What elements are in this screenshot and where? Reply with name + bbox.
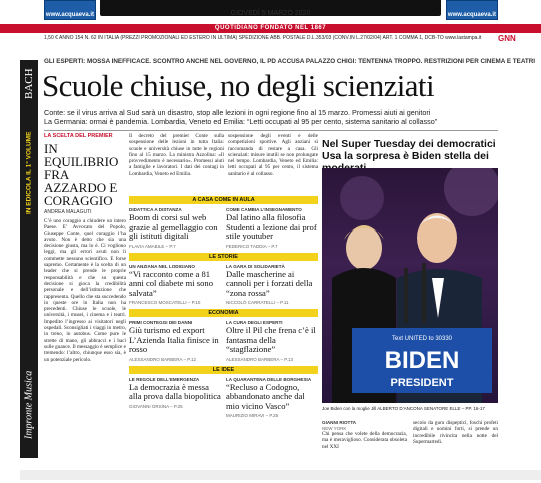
- section-block: [129, 366, 318, 419]
- lead-sub-2: La Germania: ormai è pandemia. Lombardia, Veneto ed Emilia: “Letti occupati al 95 per cento, sistema sanitario al collasso”: [44, 117, 438, 126]
- story-text-left: Il decreto del premier Conte sulla sospensione delle lezioni in tutta Italia: scuole e università chiuse in tutte le regioni fino al 15 marzo. La ministra Azzolina: «Il provvedimento è necessario». Promessi aiuti a famiglie e lavoratori. I dati dei contagi in Lombardia, Veneto ed Emilia.: [129, 133, 224, 177]
- item-kicker: LE REGOLE DELL’EMERGENZA: [129, 376, 200, 382]
- lead-subheadline: [44, 108, 541, 126]
- item-author: FEDERICO TADDIA – P.7: [226, 243, 278, 249]
- section-item[interactable]: [226, 261, 318, 306]
- item-kicker: LA CURA DEGLI ESPERTI: [226, 320, 283, 325]
- section-item[interactable]: [129, 374, 221, 419]
- story-text-right: sospensione degli eventi e delle competizioni sportive. Agli anziani si raccomanda di restare a casa. Gli scienziati: misure inutili se non prolungate nel tempo. Lombardia, Veneto ed Emilia: letti occupati al 95 per cento, il sistema sanitario è al collasso.: [228, 133, 318, 177]
- editorial-column: [44, 133, 126, 483]
- item-headline[interactable]: Boom di corsi sul web grazie al gemellaggio con gli istituti digitali: [129, 212, 218, 241]
- sign-name: BIDEN: [384, 347, 460, 374]
- riotta-place: NEW YORK: [322, 426, 347, 431]
- editorial-author: ANDREA MALAGUTI: [44, 209, 92, 215]
- story-continuation-right: [228, 133, 318, 189]
- biden-headline[interactable]: Nel Super Tuesday dei democratici Usa la sorpresa è Biden stella dei: [322, 138, 496, 162]
- section-item[interactable]: [129, 317, 221, 362]
- sponsor-logo-left-text: www.acquaeva.it: [45, 12, 95, 18]
- sign-text-line: Text UNITED to 30330: [391, 336, 453, 342]
- issue-info: 1,50 € ANNO 154 N. 62 IN ITALIA (PREZZI PROMOZIONALI ED ESTERO IN ULTIMA) SPEDIZIONE ABB. POSTALE D.L.353/03 (CONV.IN L.27/02/04) ART. 1 COMMA 1, DCB-TO www.lastampa.it: [44, 35, 482, 41]
- sign-president: PRESIDENT: [390, 377, 454, 389]
- section-label: LE STORIE: [129, 253, 318, 261]
- founded-banner: QUOTIDIANO FONDATO NEL 1867: [0, 24, 541, 33]
- editorial-body: C’è uno coraggio a chiudere un intero Paese. E’ Avvocato del Popolo, Giuseppe Conte, quel coraggio l’ha avuto. Non è detto che sia una decisione giusta, ma lo è. Ci vogliono leggi, ma gli errori avuti non li commette nessuno scientifico. E forse sapremo. Certamente è la scelta di un leader che si prende le proprie responsabilità e che su questa decisione si gioca la credibilità personale e dell’istituzione che rappresenta. Quello che sta succedendo in queste ore in Italia non ha precedenti. Chiuse le scuole, le università, i musei, i cinema e i teatri. Impedito l’ingresso ai visitatori negli ospedali. Sconsigliati i viaggi in metro, in treno, in autobus. Come pure le strette di mano, gli abbracci e i baci sulle guance. Il messaggio è semplice e tremendo: l’altro, chiunque esso sia, è un potenziale pericolo.: [44, 218, 126, 363]
- item-kicker: UN ANZIANA NEL LODIGIANO: [129, 263, 195, 269]
- item-headline[interactable]: Oltre il Pil che frena c’è il fantasma della “stagflazione”: [226, 325, 316, 354]
- item-author: MAURIZIO MIRAVI – P.25: [226, 413, 279, 418]
- editorial-title[interactable]: IN EQUILIBRIO FRA AZZARDO E CORAGGIO: [44, 141, 119, 208]
- item-author: FLAVIA AMABILE – P.7: [129, 243, 176, 249]
- sponsor-logo-right-text: www.acquaeva.it: [447, 12, 497, 18]
- bach-promo-sidebar[interactable]: [20, 60, 38, 458]
- item-headline[interactable]: “Vi racconto come a 81 anni col diabete mi sono salvata”: [129, 268, 214, 298]
- section-label: LE IDEE: [129, 366, 318, 374]
- item-headline[interactable]: La democrazia è messa alla prova dalla biopolitica: [129, 381, 221, 401]
- lead-topline: GLI ESPERTI: MOSSA INEFFICACE. SCONTRO ANCHE NEL GOVERNO, IL PD ACCUSA PALAZZO CHIGI: TENTENNA TROPPO. RESTRIZIONI PER CINEMA E TEATRI: [44, 58, 536, 65]
- section-item[interactable]: [226, 317, 318, 362]
- item-author: ALESSANDRO BARBERA – P.12: [129, 356, 196, 362]
- lead-sub-1: Conte: se il virus arriva al Sud sarà un disastro, stop alle lezioni in ogni regione fino al 15 marzo. Promessi aiuti ai genitori: [44, 108, 431, 117]
- item-kicker: COME CAMBIA L’INSEGNAMENTO: [226, 207, 302, 212]
- riotta-author: GIANNI RIOTTA: [322, 420, 357, 425]
- riotta-column: [322, 420, 498, 460]
- bach-label: BACH: [23, 68, 35, 100]
- item-kicker: LA GARA DI SOLIDARIETÀ: [226, 263, 285, 269]
- photo-caption: Joe Biden con la moglie Jill ALBERTO D’ANCONA SENATORE ELLE – PP. 16-17: [322, 406, 485, 411]
- item-author: FRANCESCO MOSCATELLI – P.10: [129, 300, 201, 305]
- section-item[interactable]: [129, 204, 221, 249]
- lead-headline[interactable]: Scuole chiuse, no degli scienziati: [42, 68, 434, 103]
- section-block: [129, 196, 318, 249]
- section-item[interactable]: [129, 261, 221, 306]
- item-author: NICCOLÒ CARRATELLI – P.11: [226, 300, 289, 305]
- footer-strip: [20, 470, 541, 480]
- item-headline[interactable]: Dalle mascherine ai cannoli per i forzati della “zona rossa”: [226, 268, 313, 298]
- divider: [44, 130, 498, 131]
- story-continuation-left: [129, 133, 224, 189]
- section-item[interactable]: [226, 204, 318, 249]
- item-author: GIOVANNI ORSINA – P.25: [129, 403, 183, 409]
- section-block: [129, 309, 318, 362]
- item-headline[interactable]: Giù turismo ed export L’Azienda Italia finisce in rosso: [129, 325, 219, 354]
- item-kicker: LA QUARANTENA DELLE BORGHESIA: [226, 376, 312, 382]
- edicola-label: IN EDICOLA IL 1° VOLUME: [25, 131, 33, 215]
- section-item[interactable]: [226, 374, 318, 419]
- photo-illustration: [322, 168, 498, 403]
- item-kicker: PRIMI CONTEGGI DEI DANNI: [129, 320, 193, 325]
- riotta-text-b: secolo da guru dispeptici, foschi profeti digitali e uomini forti, si prende un incredibile rivincita nella notte del Supermartedì.: [413, 420, 498, 445]
- section-block: [129, 253, 318, 306]
- sections-grid: [129, 196, 318, 418]
- musica-label: Impronte Musica: [23, 370, 35, 440]
- biden-photo[interactable]: [322, 168, 498, 403]
- item-author: ALESSANDRO BARBERA – P.13: [226, 356, 293, 362]
- issue-date: GIOVEDÌ 5 MARZO 2020: [230, 10, 311, 17]
- gnn-logo: GNN: [498, 34, 516, 43]
- item-headline[interactable]: Dal latino alla filosofia Studenti a lezione dai prof stile youtuber: [226, 212, 317, 241]
- item-kicker: DIDATTICA A DISTANZA: [129, 207, 182, 212]
- editorial-kicker: LA SCELTA DEL PREMIER: [44, 133, 113, 139]
- section-label: A CASA COME IN AULA: [129, 196, 318, 204]
- riotta-text-a: Chi pensa che volete della democrazia, ma è meraviglioso. Considerata obsoleta nel XXI: [322, 431, 407, 450]
- item-headline[interactable]: “Recluso a Codogno, abbandonato anche dal mio vicino Vasco”: [226, 381, 305, 411]
- section-label: ECONOMIA: [129, 309, 318, 317]
